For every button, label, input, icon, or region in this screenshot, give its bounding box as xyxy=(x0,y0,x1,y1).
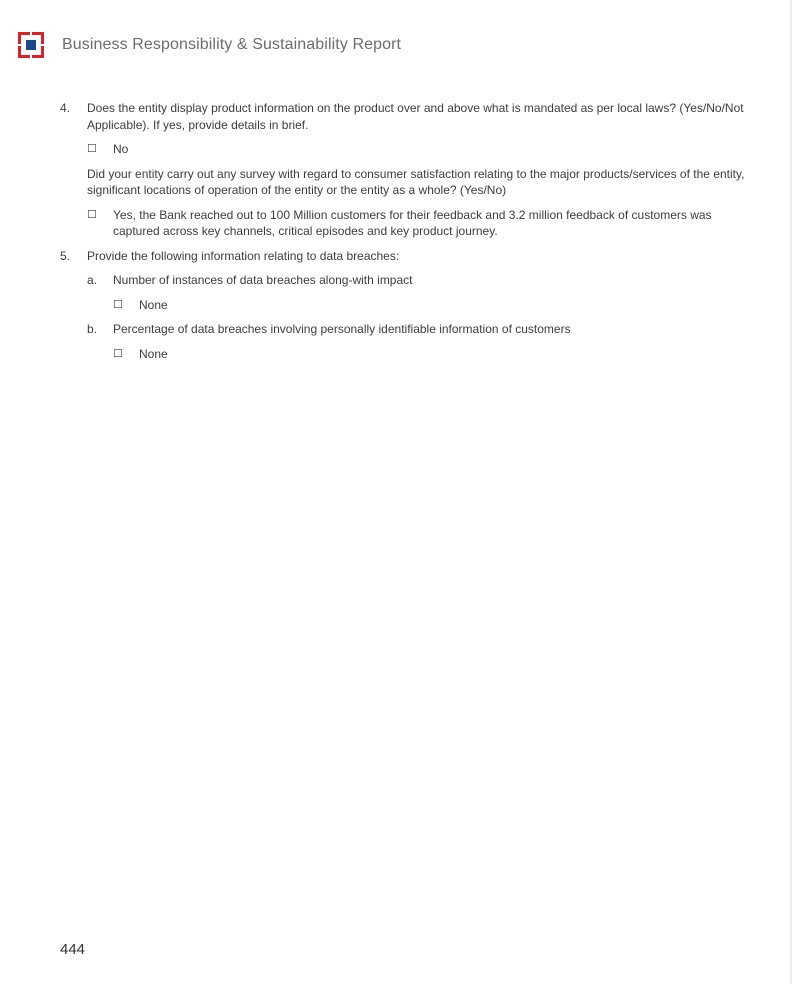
followup-question-text: Did your entity carry out any survey with regard to consumer satisfaction relating to the major products/services of the entity, significant locations of operation of the entity or the entity as a whole? (Yes/No) xyxy=(87,166,745,197)
bank-logo-icon xyxy=(18,32,44,58)
report-body xyxy=(60,100,750,362)
checkbox-bullet-icon: ☐ xyxy=(87,208,97,221)
question-4 xyxy=(60,100,750,133)
sub-question-text: Number of instances of data breaches along-with impact xyxy=(113,273,413,287)
sub-question-text: Percentage of data breaches involving personally identifiable information of customers xyxy=(113,322,571,336)
checkbox-bullet-icon: ☐ xyxy=(87,143,97,155)
sub-question-label: b. xyxy=(87,322,98,336)
answer-text: No xyxy=(113,142,129,156)
report-title: Business Responsibility & Sustainability Report xyxy=(62,36,402,53)
answer-item xyxy=(113,346,750,363)
question-number: 5. xyxy=(60,248,71,263)
question-number: 4. xyxy=(60,101,71,115)
question-5 xyxy=(60,248,750,265)
sub-question-b xyxy=(87,321,750,338)
checkbox-bullet-icon: ☐ xyxy=(113,347,123,360)
answer-text: Yes, the Bank reached out to 100 Million customers for their feedback and 3.2 million feedback of customers was captured across key channels, critical episodes and key product journey. xyxy=(113,207,712,238)
checkbox-bullet-icon: ☐ xyxy=(113,298,123,311)
followup-question xyxy=(87,166,750,199)
sub-question-label: a. xyxy=(87,273,98,287)
answer-text: None xyxy=(139,346,168,361)
answer-item xyxy=(87,141,750,158)
answer-text: None xyxy=(139,297,168,312)
page-number: 444 xyxy=(60,941,86,958)
answer-item xyxy=(87,207,750,240)
sub-question-a xyxy=(87,272,750,289)
page-header xyxy=(18,31,401,59)
answer-item xyxy=(113,297,750,314)
question-text: Does the entity display product information on the product over and above what is mandated as per local laws? (Yes/No/Not Applicable). If yes, provide details in brief. xyxy=(87,101,744,132)
question-text: Provide the following information relating to data breaches: xyxy=(87,248,400,263)
